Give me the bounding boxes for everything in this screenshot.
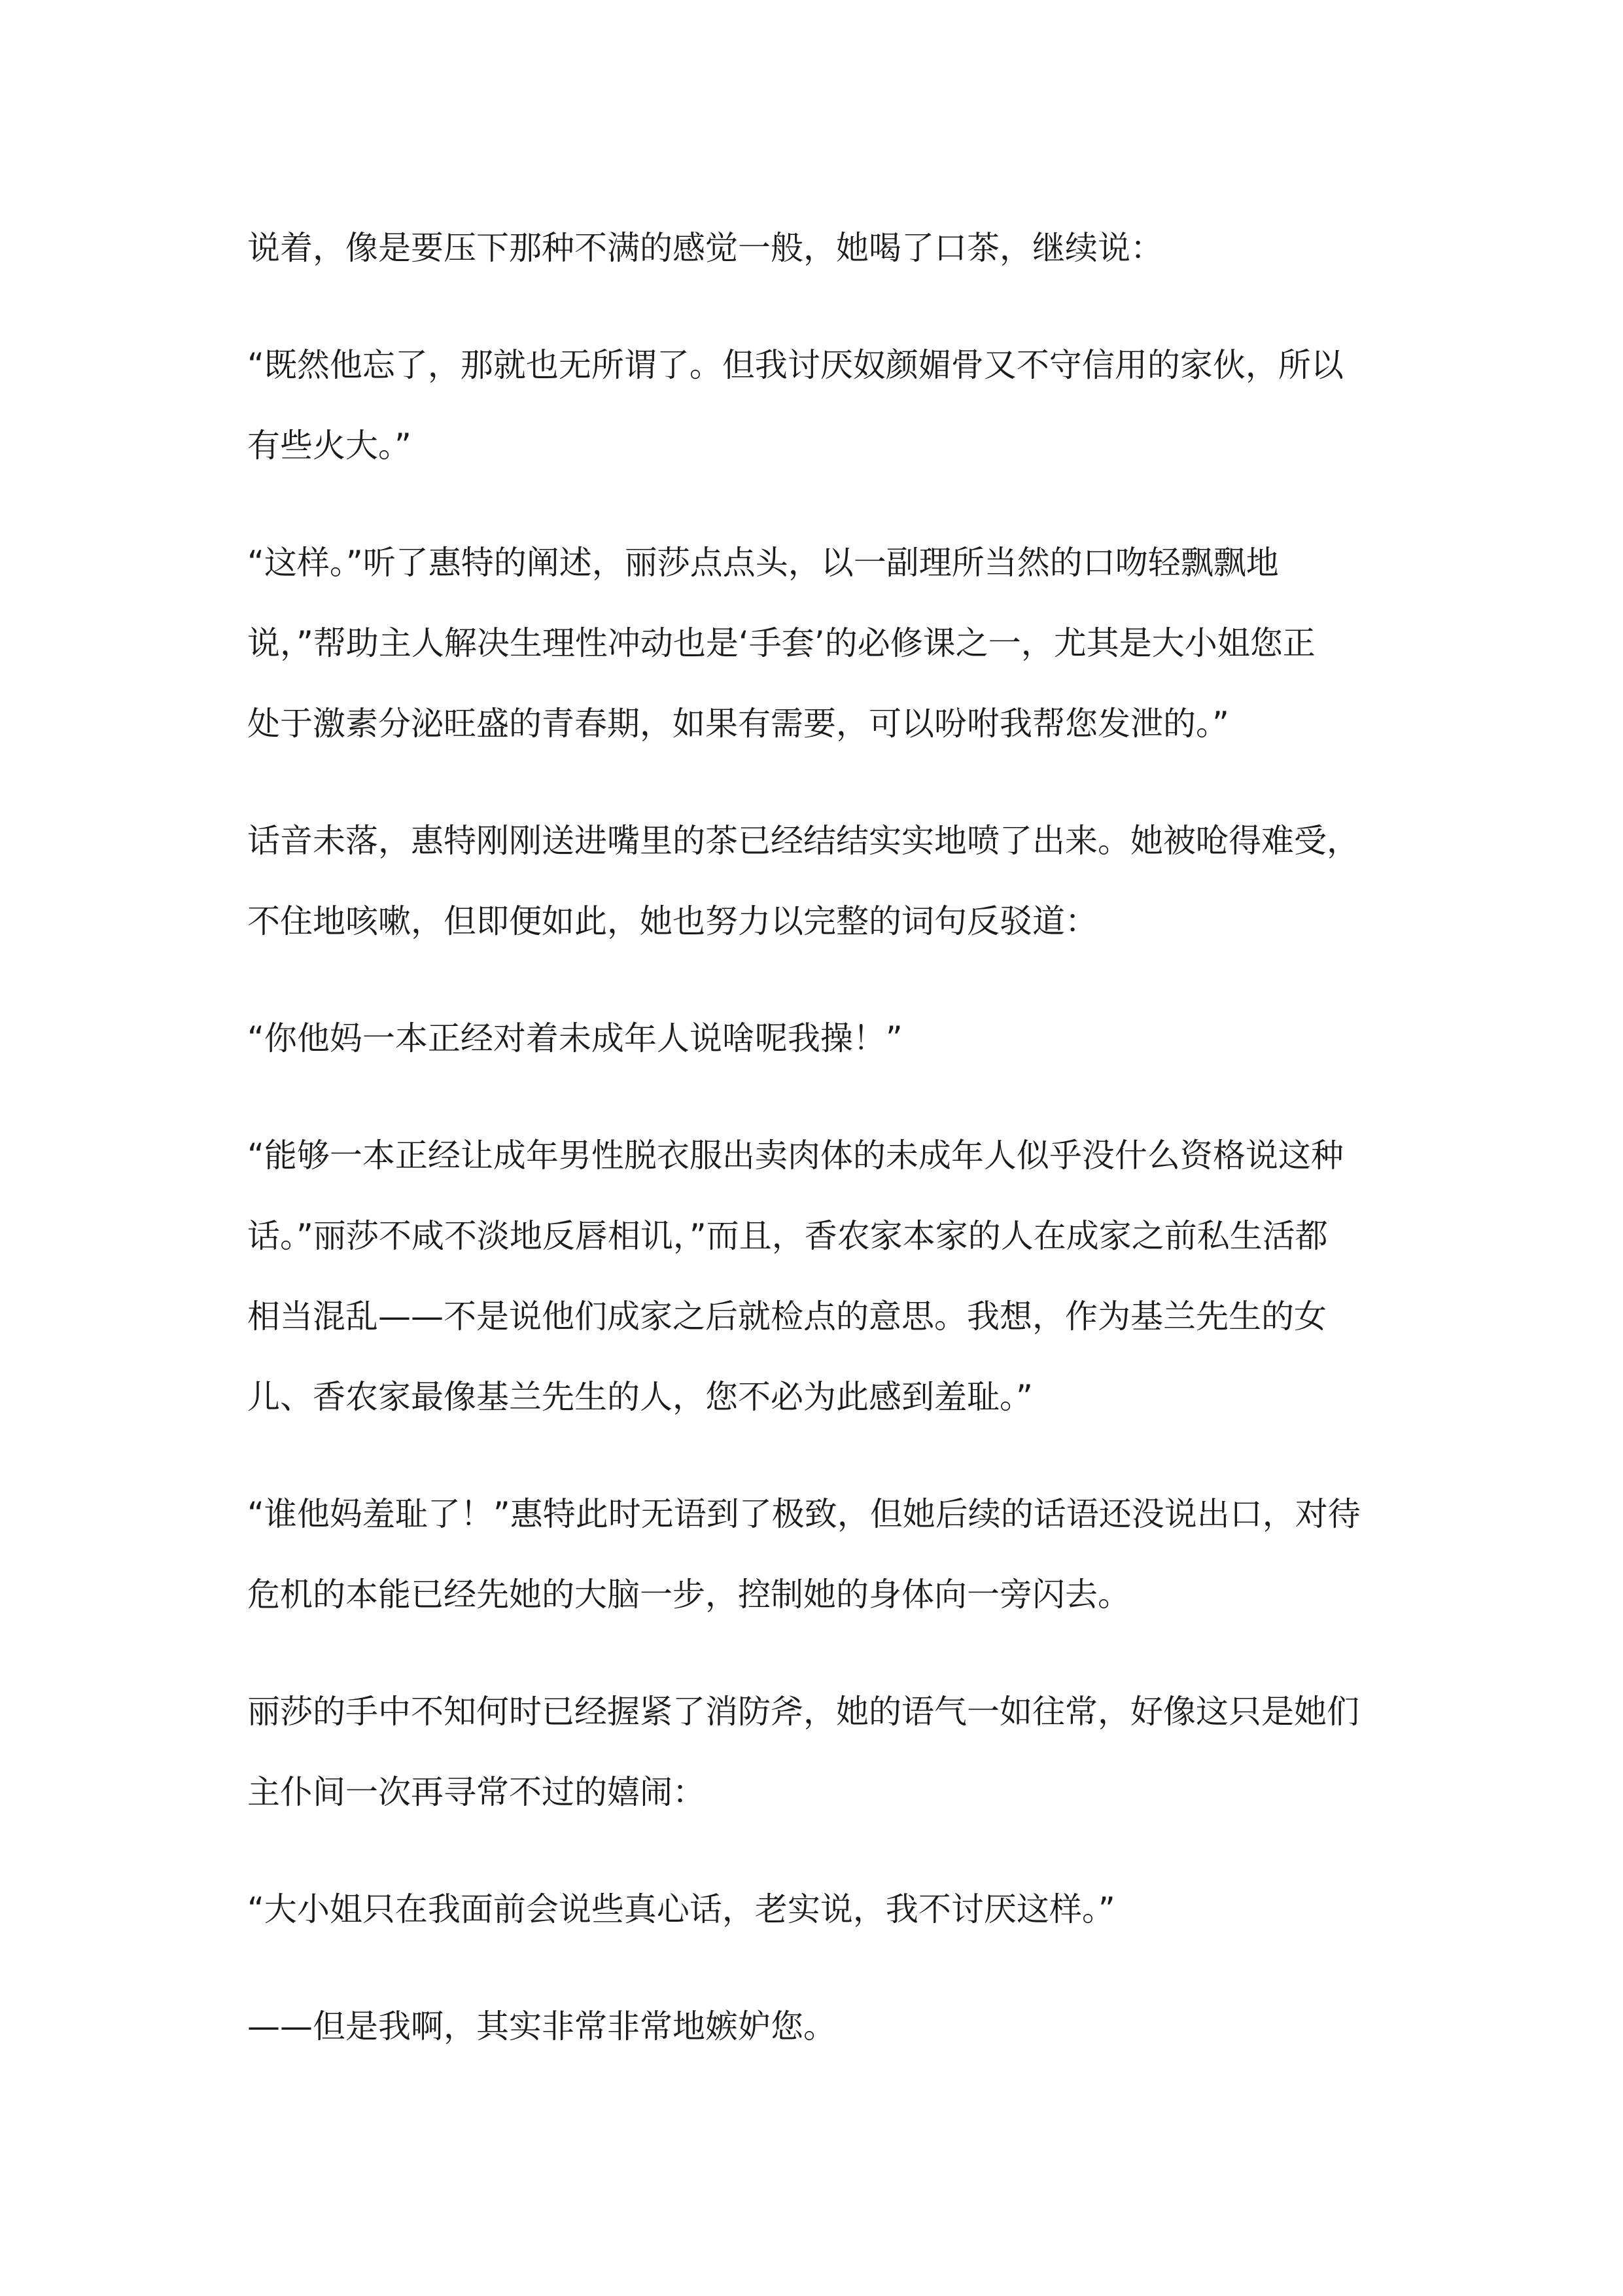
paragraph-9 xyxy=(247,1869,1399,1950)
text-line: ——但是我啊，其实非常非常地嫉妒您。 xyxy=(247,2007,836,2045)
paragraph-6 xyxy=(247,1116,1399,1438)
text-line: 不住地咳嗽，但即便如此，她也努力以完整的词句反驳道： xyxy=(247,902,1098,940)
text-line: 危机的本能已经先她的大脑一步，控制她的身体向一旁闪去。 xyxy=(247,1576,1130,1614)
text-line: “大小姐只在我面前会说些真心话，老实说，我不讨厌这样。” xyxy=(247,1890,1115,1928)
paragraph-5 xyxy=(247,998,1399,1079)
text-line: “既然他忘了，那就也无所谓了。但我讨厌奴颜媚骨又不守信用的家伙，所以 xyxy=(247,346,1344,384)
text-line: 说着，像是要压下那种不满的感觉一般，她喝了口茶，继续说： xyxy=(247,229,1163,267)
text-line: “这样。”听了惠特的阐述，丽莎点点头，以一副理所当然的口吻轻飘飘地 xyxy=(247,544,1279,582)
text-line: 丽莎的手中不知何时已经握紧了消防斧，她的语气一如往常，好像这只是她们 xyxy=(247,1693,1359,1731)
text-line: 话。”丽莎不咸不淡地反唇相讥，”而且，香农家本家的人在成家之前私生活都 xyxy=(247,1217,1328,1255)
text-line: “谁他妈羞耻了！”惠特此时无语到了极致，但她后续的话语还没说出口，对待 xyxy=(247,1495,1361,1533)
paragraph-4 xyxy=(247,801,1399,962)
text-line: 儿、香农家最像基兰先生的人，您不必为此感到羞耻。” xyxy=(247,1378,1033,1416)
paragraph-1 xyxy=(247,208,1399,289)
body-text xyxy=(247,208,1399,2104)
text-line: “能够一本正经让成年男性脱衣服出卖肉体的未成年人似乎没什么资格说这种 xyxy=(247,1137,1344,1174)
text-line: 主仆间一次再寻常不过的嬉闹： xyxy=(247,1773,705,1811)
paragraph-3 xyxy=(247,523,1399,764)
paragraph-7 xyxy=(247,1474,1399,1635)
text-line: 处于激素分泌旺盛的青春期，如果有需要，可以吩咐我帮您发泄的。” xyxy=(247,705,1229,743)
paragraph-2 xyxy=(247,325,1399,486)
paragraph-10 xyxy=(247,1987,1399,2067)
paragraph-8 xyxy=(247,1672,1399,1833)
text-line: “你他妈一本正经对着未成年人说啥呢我操！” xyxy=(247,1019,903,1057)
text-line: 话音未落，惠特刚刚送进嘴里的茶已经结结实实地喷了出来。她被呛得难受， xyxy=(247,822,1359,860)
text-line: 相当混乱——不是说他们成家之后就检点的意思。我想，作为基兰先生的女 xyxy=(247,1298,1327,1335)
text-line: 说，”帮助主人解决生理性冲动也是‘手套’的必修课之一，尤其是大小姐您正 xyxy=(247,624,1316,662)
text-line: 有些火大。” xyxy=(247,427,411,465)
